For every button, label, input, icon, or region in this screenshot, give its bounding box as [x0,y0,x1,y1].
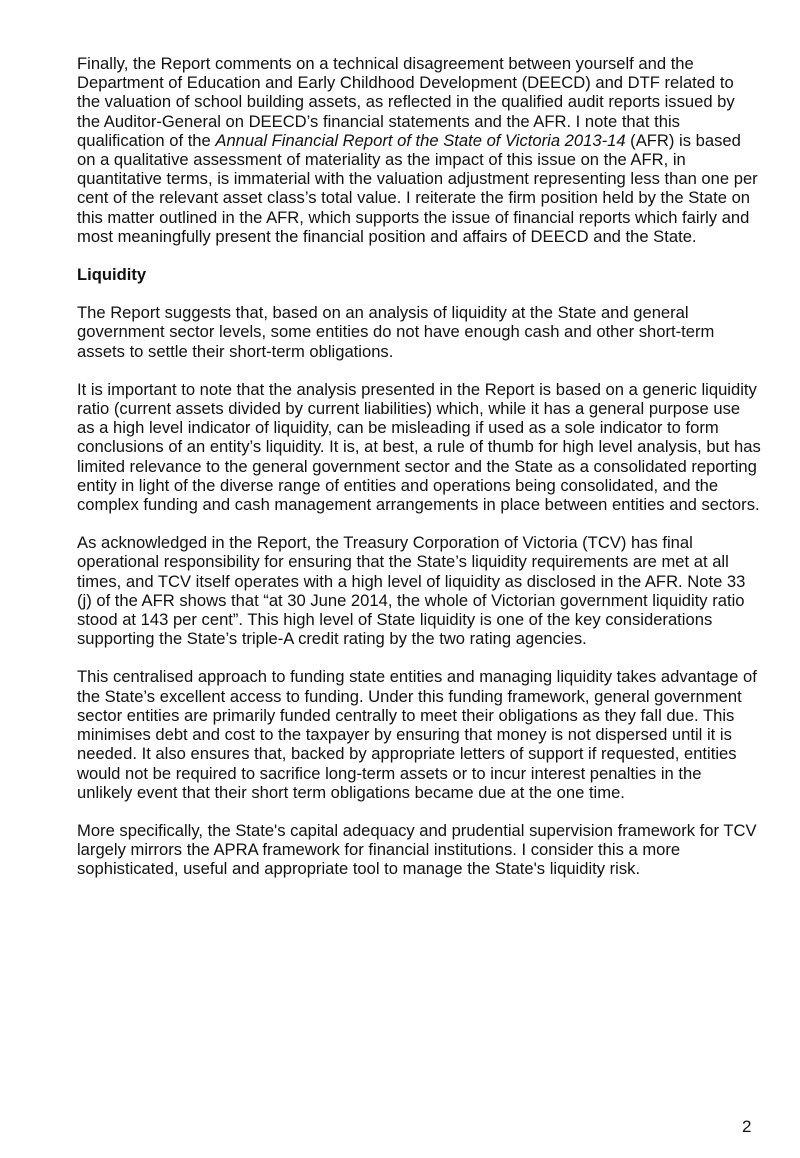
paragraph-afr-qualification [77,54,761,246]
section-heading-liquidity: Liquidity [77,265,147,285]
paragraph-centralised-funding: This centralised approach to funding state entities and managing liquidity takes advantage of the State’s excellent access to funding. Under this funding framework, general government sector entities are primarily funded centrally to meet their obligations as they fall due. This minimises debt and cost to the taxpayer by ensuring that money is not dispersed until it is needed. It also ensures that, backed by appropriate letters of support if requested, entities would not be required to sacrifice long-term assets or to incur interest penalties in the unlikely event that their short term obligations became due at the one time. [77,667,757,802]
paragraph-text: Finally, the Report comments on a technical disagreement between yourself and the Department of Education and Early Childhood Development (DEECD) and DTF related to the valuation of school building assets, as reflected in the qualified audit reports issued by the Auditor-General on DEECD’s financial statements and the AFR. I note that this qualification of the [77,54,735,150]
paragraph-capital-adequacy: More specifically, the State's capital adequacy and prudential supervision framework for TCV largely mirrors the APRA framework for financial institutions. I consider this a more sophisticated, useful and appropriate tool to manage the State's liquidity risk. [77,820,757,879]
document-body [77,54,761,898]
paragraph-text: (AFR) is based on a qualitative assessment of materiality as the impact of this issue on the AFR, in quantitative terms, is immaterial with the valuation adjustment representing less than one per cent of the relevant asset class’s total value. I reiterate the firm position held by the State on this matter outlined in the AFR, which supports the issue of financial reports which fairly and most meaningfully present the financial position and affairs of DEECD and the State. [77,130,758,246]
page-number: 2 [742,1117,752,1136]
paragraph-liquidity-summary: The Report suggests that, based on an analysis of liquidity at the State and general government sector levels, some entities do not have enough cash and other short-term assets to settle their short-term obligations. [77,303,715,361]
report-title-italic: Annual Financial Report of the State of Victoria 2013-14 [215,130,626,150]
paragraph-liquidity-ratio: It is important to note that the analysis presented in the Report is based on a generic liquidity ratio (current assets divided by current liabilities) which, while it has a general purpose use as a high level indicator of liquidity, can be misleading if used as a sole indicator to form conclusions of an entity’s liquidity. It is, at best, a rule of thumb for high level analysis, but has limited relevance to the general government sector and the State as a consolidated reporting entity in light of the diverse range of entities and operations being consolidated, and the complex funding and cash management arrangements in place between entities and sectors. [77,379,761,515]
paragraph-tcv-responsibility: As acknowledged in the Report, the Treasury Corporation of Victoria (TCV) has final operational responsibility for ensuring that the State’s liquidity requirements are met at all times, and TCV itself operates with a high level of liquidity as disclosed in the AFR. Note 33 (j) of the AFR shows that “at 30 June 2014, the whole of Victorian government liquidity ratio stood at 143 per cent”. This high level of State liquidity is one of the key considerations supporting the State’s triple-A credit rating by the two rating agencies. [77,533,746,649]
